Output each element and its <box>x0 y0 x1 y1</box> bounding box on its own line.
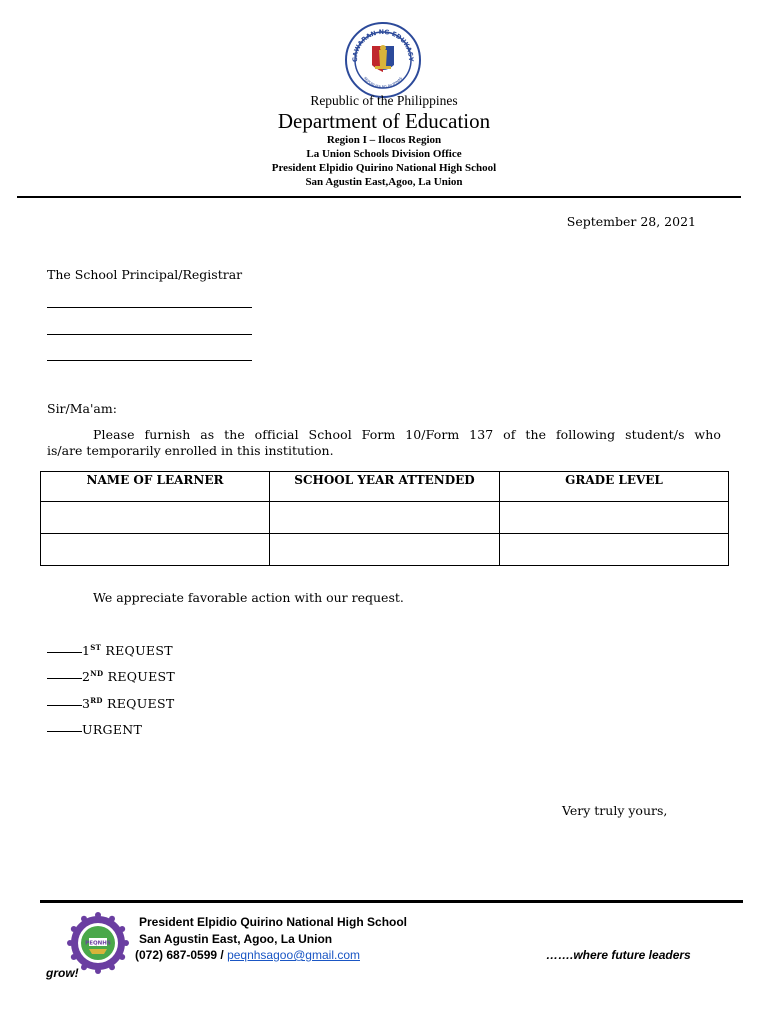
addressee: The School Principal/Registrar <box>47 267 243 282</box>
request-urgent-blank[interactable] <box>47 731 82 732</box>
learner-name-cell[interactable] <box>41 534 270 566</box>
grade-level-cell[interactable] <box>500 502 729 534</box>
request-1-blank[interactable] <box>47 652 82 653</box>
table-row <box>41 502 729 534</box>
address-blank-3 <box>47 360 252 361</box>
request-2: 2ND REQUEST <box>47 669 175 684</box>
header-divider <box>17 196 741 198</box>
republic-line: Republic of the Philippines <box>310 93 458 108</box>
footer-divider <box>40 900 743 903</box>
request-2-blank[interactable] <box>47 678 82 679</box>
school-year-cell[interactable] <box>270 502 500 534</box>
request-3: 3RD REQUEST <box>47 696 174 711</box>
learner-name-cell[interactable] <box>41 502 270 534</box>
address-blank-2 <box>47 334 252 335</box>
grade-level-cell[interactable] <box>500 534 729 566</box>
seal-subtext: REPUBLIKA NG PILIPINAS <box>362 76 404 90</box>
school-year-cell[interactable] <box>270 534 500 566</box>
footer-phone: (072) 687-0599 / <box>135 948 228 962</box>
footer-tagline: …….where future leaders <box>546 948 691 962</box>
header-grade-level: GRADE LEVEL <box>500 472 729 502</box>
seal-text: GAWARAN NG EDUKASY <box>351 28 415 63</box>
deped-seal-logo <box>345 22 421 98</box>
footer-tagline-end: grow! <box>46 966 79 980</box>
address-line: San Agustin East,Agoo, La Union <box>305 176 463 188</box>
request-3-blank[interactable] <box>47 705 82 706</box>
region-line: Region I – Ilocos Region <box>326 134 442 146</box>
school-logo <box>67 912 129 974</box>
table-row <box>41 534 729 566</box>
division-line: La Union Schools Division Office <box>306 148 462 160</box>
table-header-row <box>41 472 729 502</box>
learner-table <box>40 471 729 566</box>
closing-request: We appreciate favorable action with our request. <box>93 590 404 605</box>
complimentary-close: Very truly yours, <box>562 803 668 818</box>
request-urgent: URGENT <box>47 722 142 737</box>
footer-school: President Elpidio Quirino National High School <box>139 915 408 929</box>
address-blank-1 <box>47 307 252 308</box>
footer-email-link[interactable]: peqnhsagoo@gmail.com <box>227 948 360 962</box>
header-name-of-learner: NAME OF LEARNER <box>41 472 270 502</box>
school-line: President Elpidio Quirino National High School <box>271 162 497 174</box>
header-school-year-attended: SCHOOL YEAR ATTENDED <box>270 472 500 502</box>
salutation: Sir/Ma'am: <box>47 401 117 416</box>
school-logo-text: PEQNHS <box>85 940 111 947</box>
footer-contact <box>135 948 360 962</box>
request-1: 1ST REQUEST <box>47 643 173 658</box>
body-line-1: Please furnish as the official School Form 10/Form 137 of the following student/s who <box>93 427 721 442</box>
footer-address: San Agustin East, Agoo, La Union <box>139 932 333 946</box>
body-line-2: is/are temporarily enrolled in this institution. <box>47 443 334 458</box>
letter-date: September 28, 2021 <box>566 214 696 229</box>
department-title: Department of Education <box>277 109 491 133</box>
